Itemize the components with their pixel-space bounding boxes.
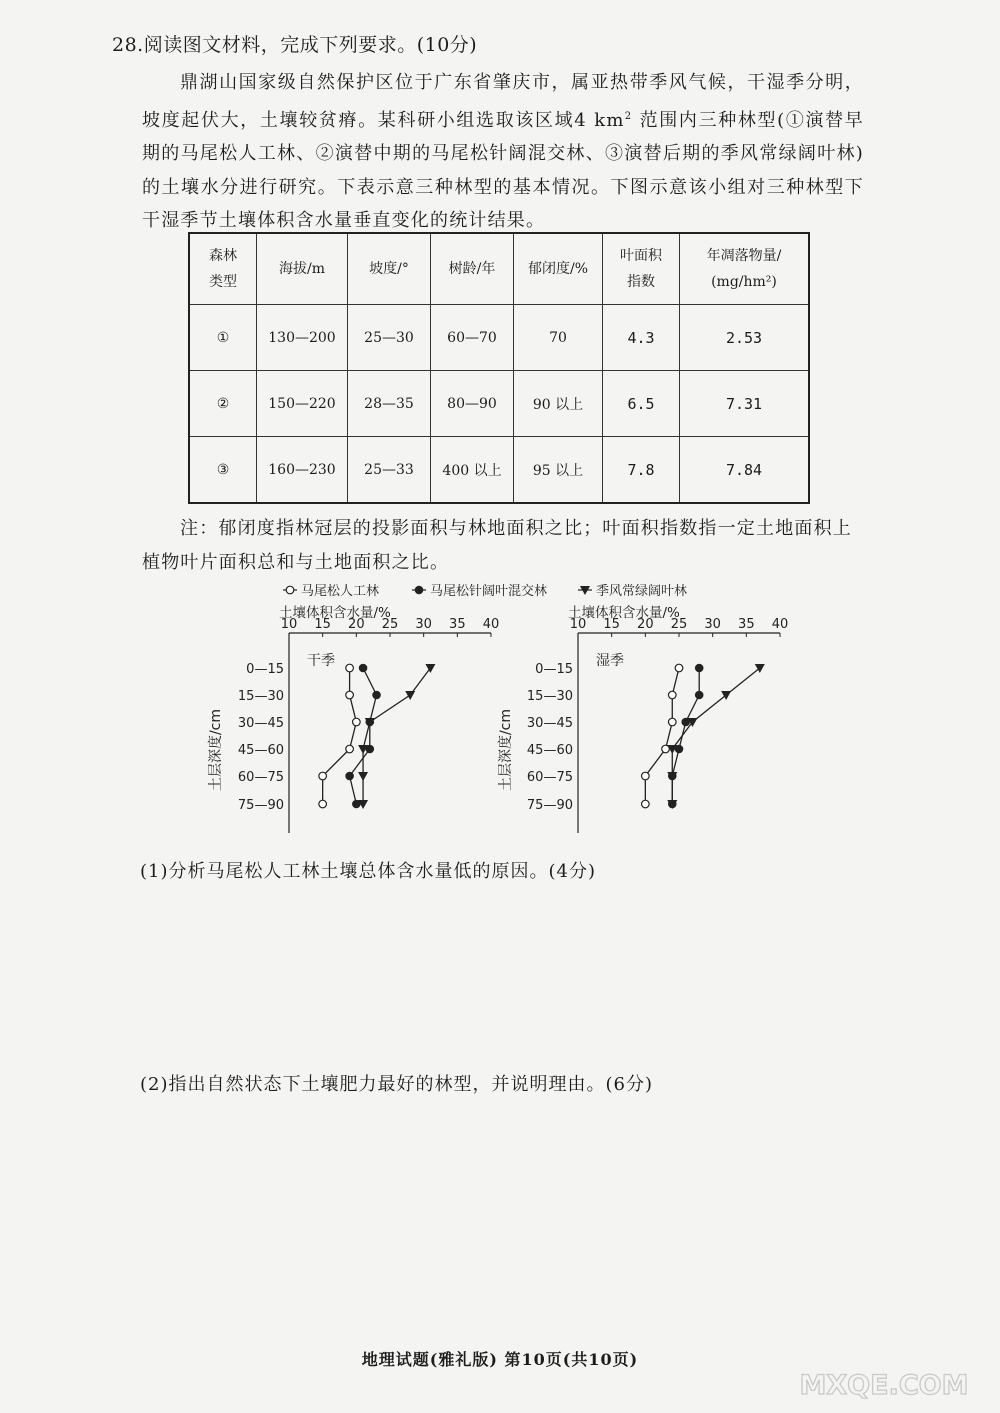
header-canopy: 郁闭度/%: [527, 261, 589, 277]
data-point: [721, 691, 731, 700]
table-cell: 80—90: [431, 371, 514, 437]
page-footer: 地理试题(雅礼版) 第10页(共10页): [361, 1350, 639, 1369]
question-header: 28.阅读图文材料，完成下列要求。(10分): [112, 34, 478, 56]
table-cell: ①: [189, 305, 257, 371]
y-category-label: 30—45: [526, 716, 573, 731]
x-tick-label: 10: [280, 617, 298, 632]
table-cell: 160—230: [257, 437, 348, 504]
data-point: [675, 664, 683, 672]
table-row: [189, 371, 809, 437]
forest-info-table: [188, 232, 810, 504]
data-point: [358, 772, 368, 781]
table-cell: 28—35: [348, 371, 431, 437]
site-watermark-logo: [797, 1358, 972, 1408]
x-tick-label: 20: [637, 617, 654, 632]
y-category-label: 45—60: [237, 743, 284, 758]
header-lai-1: 叶面积: [620, 248, 662, 264]
y-category-label: 15—30: [526, 689, 573, 704]
data-point: [359, 664, 368, 673]
x-tick-label: 40: [771, 617, 789, 632]
data-point: [346, 745, 354, 753]
y-axis-title: 土层深度/cm: [498, 708, 514, 792]
legend-label: 马尾松针阔叶混交林: [430, 584, 548, 599]
table-cell: ②: [189, 371, 257, 437]
header-litter-2: (mg/hm²): [711, 274, 777, 290]
data-point: [668, 718, 676, 726]
header-tree-age: 树龄/年: [448, 261, 496, 277]
legend-marker: [415, 586, 424, 595]
table-cell: ③: [189, 437, 257, 504]
table-cell: 25—30: [348, 305, 431, 371]
x-tick-label: 30: [415, 617, 432, 632]
x-tick-label: 30: [704, 617, 721, 632]
data-point: [372, 691, 381, 700]
header-forest-type-2: 类型: [209, 274, 237, 290]
sub-question-2: (2)指出自然状态下土壤肥力最好的林型，并说明理由。(6分): [140, 1074, 653, 1095]
x-axis-title: 土壤体积含水量/%: [568, 605, 680, 621]
x-tick-label: 25: [670, 617, 688, 632]
y-category-label: 60—75: [237, 770, 284, 785]
y-category-label: 75—90: [526, 798, 573, 813]
svg-text:MXQE.COM: MXQE.COM: [799, 1370, 969, 1401]
sub-question-1: (1)分析马尾松人工林土壤总体含水量低的原因。(4分): [140, 861, 596, 882]
table-header-row: [189, 233, 809, 305]
table-cell: 90 以上: [514, 371, 603, 437]
data-point: [346, 691, 354, 699]
data-point: [346, 664, 354, 672]
y-category-label: 75—90: [237, 798, 284, 813]
x-tick-label: 15: [603, 617, 620, 632]
x-tick-label: 35: [738, 617, 755, 632]
table-row: [189, 437, 809, 504]
y-category-label: 30—45: [237, 716, 284, 731]
x-tick-label: 10: [569, 617, 587, 632]
y-axis-title: 土层深度/cm: [208, 708, 224, 792]
table-cell: 25—33: [348, 437, 431, 504]
header-litter-1: 年凋落物量/: [706, 248, 782, 264]
header-slope: 坡度/°: [369, 261, 409, 277]
legend-label: 季风常绿阔叶林: [596, 584, 688, 599]
x-tick-label: 35: [449, 617, 466, 632]
table-cell: 95 以上: [514, 437, 603, 504]
x-axis-title: 土壤体积含水量/%: [279, 605, 391, 621]
y-category-label: 0—15: [535, 662, 573, 677]
data-point: [668, 691, 676, 699]
y-category-label: 60—75: [526, 770, 573, 785]
x-tick-label: 40: [482, 617, 500, 632]
table-cell: 150—220: [257, 371, 348, 437]
x-tick-label: 15: [314, 617, 331, 632]
data-point: [319, 800, 327, 808]
soil-moisture-charts: [0, 575, 1000, 845]
y-category-label: 15—30: [237, 689, 284, 704]
header-lai-2: 指数: [627, 274, 655, 290]
table-row: [189, 305, 809, 371]
series-line: [645, 668, 679, 804]
data-point: [405, 691, 415, 700]
data-point: [695, 691, 704, 700]
y-category-label: 45—60: [526, 743, 573, 758]
header-forest-type-1: 森林: [209, 248, 237, 264]
table-cell: 7.8: [603, 437, 680, 504]
data-point: [319, 772, 327, 780]
legend-marker: [286, 586, 294, 594]
data-point: [353, 718, 361, 726]
y-category-label: 0—15: [246, 662, 284, 677]
data-point: [642, 800, 650, 808]
legend-label: 马尾松人工林: [301, 584, 380, 599]
table-cell: 70: [514, 305, 603, 371]
table-cell: 400 以上: [431, 437, 514, 504]
data-point: [755, 664, 765, 673]
table-cell: 7.84: [680, 437, 810, 504]
table-cell: 2.53: [680, 305, 810, 371]
data-point: [695, 664, 704, 673]
table-note: 注：郁闭度指林冠层的投影面积与林地面积之比；叶面积指数指一定土地面积上植物叶片面积总和与土地面积之比。: [142, 518, 852, 573]
header-altitude: 海拔/m: [279, 261, 325, 277]
series-line: [672, 668, 760, 804]
table-cell: 4.3: [603, 305, 680, 371]
table-cell: 130—200: [257, 305, 348, 371]
table-cell: 60—70: [431, 305, 514, 371]
table-cell: 6.5: [603, 371, 680, 437]
material-paragraph: 鼎湖山国家级自然保护区位于广东省肇庆市，属亚热带季风气候，干湿季分明，坡度起伏大，土壤较贫瘠。某科研小组选取该区域4 $km^2$ 范围内三种林型(①演替早期的马尾松人工林、②演替中期的马尾松针阔混交林、③演替后期的季风常绿阔叶林)的土壤水分进行研究。下表示意三种林型的基本情况。下图示意该小组对三种林型下干湿季节土壤体积含水量垂直变化的统计结果。: [142, 72, 864, 231]
series-line: [672, 668, 699, 804]
panel-label: 干季: [307, 653, 335, 669]
x-tick-label: 20: [348, 617, 365, 632]
data-point: [642, 772, 650, 780]
x-tick-label: 25: [381, 617, 399, 632]
panel-label: 湿季: [596, 653, 624, 669]
table-cell: 7.31: [680, 371, 810, 437]
data-point: [345, 772, 354, 781]
